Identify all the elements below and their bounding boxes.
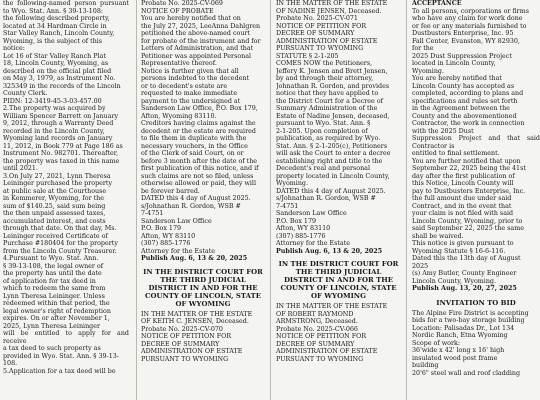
text-line: 7-4751 xyxy=(276,202,299,210)
text-line: Wyoming Statute § 16-6-116. xyxy=(412,247,506,255)
text-line: Lynn Theresa Leininger. Unless xyxy=(3,292,105,300)
text-line: NOTICE OF PETITION FOR xyxy=(276,22,367,30)
text-line: for the xyxy=(412,45,434,52)
text-line: recorded in the Lincoln County, xyxy=(3,127,105,135)
text-line: Wyoming, is the subject of this xyxy=(3,37,103,45)
text-line: COMES NOW the Petitioners, xyxy=(276,60,373,67)
text-line: accumulated interest, and costs xyxy=(3,217,106,225)
text-line: Dustbusters Enterprise, Inc. 95 xyxy=(412,30,514,37)
text-line: Probate No. 2025-CV-070 xyxy=(141,325,223,333)
text-line: NOTICE OF PROBATE xyxy=(141,7,214,15)
text-line: who have any claim for work done xyxy=(412,15,523,22)
text-line: Estate of Nadine Jensen, deceased, xyxy=(276,112,390,120)
text-line: Attorney for the Estate xyxy=(276,240,351,247)
text-line: STATUTE § 2-1-205 xyxy=(276,52,339,60)
text-line: 108. xyxy=(3,360,18,367)
text-line: You are further notified that upon xyxy=(412,157,521,165)
text-line: before 3 month after the date of the xyxy=(141,157,258,165)
text-line: in the Agreement between the xyxy=(412,105,510,112)
text-line: the property has until the date xyxy=(3,270,102,277)
court-heading: IN THE DISTRICT COURT FOR THE THIRD JUDICIAL DISTRICT IN AND FOR THE COUNTY OF LINCOLN, STATE OF WYOMING xyxy=(278,260,399,300)
text-line: a tax deed to such property as xyxy=(3,345,101,352)
keith-probate-column xyxy=(141,0,265,400)
text-line: 5.Application for a tax deed will be xyxy=(3,367,116,375)
text-line: Creditors having claims against the xyxy=(141,120,256,127)
column-rule xyxy=(270,0,271,400)
text-line: 2-1-205. Upon completion of xyxy=(276,127,368,135)
text-line: such claims are not so filed, unless xyxy=(141,172,254,180)
text-line: Dated this the 13th day of August xyxy=(412,255,521,262)
text-line: this Notice, Lincoln County will xyxy=(412,180,514,187)
acceptance-notice-body xyxy=(412,8,540,286)
text-line: bids for a two-bay storage building xyxy=(412,317,525,324)
text-line: the District Court for a Decree of xyxy=(276,97,383,105)
text-line: day after the first publication of xyxy=(412,172,515,180)
text-line: necessary vouchers, in the Office xyxy=(141,142,248,150)
text-line: DECREE OF SUMMARY xyxy=(276,340,355,348)
text-line: Letters of Administration, and that xyxy=(141,45,254,52)
text-line: requested to make immediate xyxy=(141,90,238,97)
text-line: Probate No. 2025-CV-066 xyxy=(276,325,358,333)
text-line: until 2021. xyxy=(3,165,38,172)
text-line: 18, Lincoln County, Wyoming, as xyxy=(3,60,109,67)
text-line: entitled to final settlement. xyxy=(412,150,500,157)
text-line: Stat. Ann. § 2-1-205(c), Petitioners xyxy=(276,142,388,150)
text-line: notice: xyxy=(3,45,25,52)
text-line: 7-4751 xyxy=(141,210,164,217)
text-line: Afton, WY 83110 xyxy=(141,232,196,240)
text-line: will be entitled to apply for and receive xyxy=(3,330,129,345)
text-line: or fee or any materials furnished to xyxy=(412,22,527,30)
text-line: first publication of this notice, and if xyxy=(141,165,259,172)
text-line: (s) Amy Butler, County Engineer xyxy=(412,270,517,277)
text-line: the July 27, 2025, LeeAnna Dahlgren xyxy=(141,22,261,30)
text-line: DECREE OF SUMMARY xyxy=(276,30,355,37)
text-line: Contract, and in the event that xyxy=(412,202,512,210)
text-line: County Clerk. xyxy=(3,90,48,97)
text-line: ADMINISTRATION OF ESTATE xyxy=(141,348,243,355)
text-line: of the Clerk of said Court, on or xyxy=(141,150,244,157)
text-line: P.O. Box 179 xyxy=(141,225,182,232)
text-line: 36'wide x 42' long x 16' high xyxy=(412,347,505,354)
text-line: P.O. Box 179 xyxy=(276,217,317,225)
court-heading: IN THE DISTRICT COURT FOR THE THIRD JUDICIAL DISTRICT IN AND FOR THE COUNTY OF LINCOLN, STATE OF WYOMING xyxy=(143,267,263,308)
text-line: Location: Palisadas Dr., Lot 134 xyxy=(412,324,515,332)
text-line: ADMINISTRATION OF ESTATE xyxy=(276,37,378,45)
text-line: property located in Lincoln County, xyxy=(276,172,390,180)
text-line: NOTICE OF PETITION FOR xyxy=(276,333,367,340)
text-line: or to decedent's estate are xyxy=(141,82,228,90)
text-line: Jeffery K. Jensen and Brett Jensen, xyxy=(276,67,388,75)
tax-deed-notice-body xyxy=(3,15,129,375)
text-line: your claim is not filed with said xyxy=(412,210,514,217)
text-line: by and through their attorney, xyxy=(276,75,374,82)
invitation-to-bid-heading: INVITATION TO BID xyxy=(436,298,516,307)
text-line: redeemed within that period, the xyxy=(3,300,110,307)
text-line: provided in Wyo. Stat. Ann. § 39-13- xyxy=(3,352,119,360)
text-line: PURSUANT TO WYOMING xyxy=(141,355,229,363)
text-line: 11, 2012, in Book 779 at Page 186 as xyxy=(3,142,123,150)
tax-deed-notice-column xyxy=(0,0,131,400)
text-line: ADMINISTRATION OF ESTATE xyxy=(276,348,378,355)
text-line: DATED this 4 day of August 2025. xyxy=(276,187,386,195)
text-line: Wyoming. xyxy=(412,67,444,75)
text-line: of application for tax deed in xyxy=(3,277,96,285)
text-line: otherwise allowed or paid, they will xyxy=(141,180,256,187)
text-line: the following described property, xyxy=(3,15,110,22)
top-line: the following-named person pursuant to Wyo. Stat. Ann. § 39-13-108: xyxy=(3,0,129,15)
text-line: be forever barred. xyxy=(141,187,200,195)
text-line: Nordic Ranch, Etna Wyoming xyxy=(412,332,508,339)
text-line: Contractor, the work in connection xyxy=(412,120,525,127)
text-line: Attorney for the Estate xyxy=(141,247,216,255)
text-line: PURSUANT TO WYOMING xyxy=(276,45,364,52)
text-line: at public sale at the Courthouse xyxy=(3,187,107,195)
acceptance-and-bid-column xyxy=(412,0,540,400)
text-line: to file them in duplicate with the xyxy=(141,135,247,142)
text-line: located in Lincoln County, xyxy=(412,60,496,67)
text-line: (307) 885-1776 xyxy=(141,240,191,247)
text-line: § 39-13-108, the legal owner of xyxy=(3,262,104,270)
text-line: 20'6" steel wall and roof cladding xyxy=(412,369,521,377)
text-line: Instrument No. 982701. Thereafter, xyxy=(3,150,119,157)
text-line: described on the official plat filed xyxy=(3,67,112,75)
text-line: 325349 in the records of the Lincoln xyxy=(3,82,121,90)
text-line: completed, according to plans and xyxy=(412,90,524,97)
text-line: County and the abovementioned xyxy=(412,112,517,120)
text-line: on May 3, 1979, as Instrument No. xyxy=(3,75,116,82)
text-line: with the 2025 Dust xyxy=(412,127,474,135)
text-line: Notice is further given that all xyxy=(141,67,239,75)
text-line: 3.On July 27, 2021, Lynn Theresa xyxy=(3,172,111,180)
text-line: Probate No. 2025-CV-071 xyxy=(276,15,358,22)
text-line: establishing right and title to the xyxy=(276,157,383,165)
text-line: PURSUANT TO WYOMING xyxy=(276,355,364,363)
text-line: Purchase #180404 for the property xyxy=(3,240,118,247)
text-line: Afton, Wyoming 83110. xyxy=(141,112,217,120)
text-line: sum of $140.25, said sum being xyxy=(3,202,106,210)
text-line: decedent or the estate are required xyxy=(141,127,256,135)
text-line: Lot 16 of Star Valley Ranch Plat xyxy=(3,52,106,60)
text-line: IN THE MATTER OF THE ESTATE xyxy=(276,0,388,7)
text-line: ARMSTRONG, Deceased. xyxy=(276,318,358,325)
text-line: You are hereby notified that xyxy=(412,75,502,82)
text-line: which to redeem the same from xyxy=(3,285,106,292)
text-line: Star Valley Ranch, Lincoln County, xyxy=(3,30,115,37)
text-line: 2025 Dust Suppression Project xyxy=(412,52,512,60)
text-line: through that date. On that day, Ms. xyxy=(3,225,117,232)
text-line: in Kemmerer, Wyoming, for the xyxy=(3,195,105,202)
text-line: Summary Administration of the xyxy=(276,105,378,112)
text-line: Decedent's real and personal xyxy=(276,165,370,172)
text-line: Lincoln County has accepted as xyxy=(412,82,515,90)
text-line: persons indebted to the decedent xyxy=(141,75,250,82)
text-line: s/Johnathan R. Gordon, WSB # xyxy=(276,195,376,202)
text-line: 2025, Lynn Theresa Leininger xyxy=(3,322,101,330)
text-line: September 22, 2025 being the 41st xyxy=(412,165,526,172)
text-line: DECREE OF SUMMARY xyxy=(141,340,220,348)
text-line: pay to Dustbusters Enterprise, Inc. xyxy=(412,187,526,195)
text-line: To all persons, corporations or firms xyxy=(412,7,529,15)
text-line: said September 22, 2025 the same xyxy=(412,225,524,232)
text-line: DATED this 4 day of August 2025. xyxy=(141,195,251,202)
column-rule xyxy=(136,0,137,400)
text-line: Sanderson Law Office xyxy=(276,210,347,217)
text-line: Leininger purchased the property xyxy=(3,180,113,187)
text-line: Lincoln County, Wyoming. xyxy=(412,277,496,285)
text-line: Probate No. 2025-CV-069 xyxy=(141,0,223,7)
publish-dates: Publish Aug. 6, 13 & 20, 2025 xyxy=(141,255,248,262)
text-line: 2.The property was acquired by xyxy=(3,105,106,112)
text-line: shall be waived. xyxy=(412,232,464,240)
text-line: Wyoming. xyxy=(276,180,308,187)
text-line: This notice is given pursuant to xyxy=(412,240,514,247)
publish-dates: Publish Aug. 6, 13 & 20, 2025 xyxy=(276,247,383,255)
text-line: specifications and rules set forth xyxy=(412,97,518,105)
text-line: (307) 885-1776 xyxy=(276,232,326,240)
column-rule xyxy=(406,0,407,400)
text-line: IN THE MATTER OF THE ESTATE xyxy=(276,303,388,310)
text-line: expires. On or after November 1, xyxy=(3,315,110,322)
text-line: Sanderson Law Office xyxy=(141,217,212,225)
text-line: Fall Center, Evanston, WY 82930, xyxy=(412,37,520,45)
text-line: The Alpine Fire District is accepting xyxy=(412,309,529,317)
probate-notice-body xyxy=(141,0,265,255)
text-line: OF NADINE JENSEN, Deceased. xyxy=(276,7,382,15)
estate-notice-body xyxy=(276,303,401,363)
text-line: pursuant to Wyo. Stat. Ann. § xyxy=(276,120,371,127)
text-line: Afton, WY 83110 xyxy=(276,225,331,232)
text-line: Leininger received Certificate of xyxy=(3,232,108,240)
text-line: Representative thereof. xyxy=(141,60,217,67)
text-line: petitioned the above-named court xyxy=(141,30,251,37)
text-line: the property was taxed in this name xyxy=(3,157,120,165)
text-line: OF ROBERT RAYMOND xyxy=(276,310,354,318)
text-line: OF KEITH C. JENSEN, Deceased. xyxy=(141,318,249,325)
text-line: legal owner's right of redemption xyxy=(3,307,111,315)
text-line: 2025 xyxy=(412,262,429,270)
text-line: You are hereby notified that on xyxy=(141,15,241,22)
invitation-to-bid-body xyxy=(412,310,540,378)
text-line: Scope of work: xyxy=(412,339,460,347)
text-line: for probate of the instrument and for xyxy=(141,37,261,45)
text-line: located at 34 Hardman Circle in xyxy=(3,22,107,30)
publish-dates: Publish Aug. 13, 20, 27, 2025 xyxy=(412,285,517,292)
text-line: building xyxy=(412,362,439,369)
text-line: payment to the undersigned at xyxy=(141,97,241,105)
text-line: Lincoln County, Wyoming, prior to xyxy=(412,217,523,225)
text-line: notice that they have applied to xyxy=(276,90,379,97)
acceptance-heading: ACCEPTANCE xyxy=(412,0,462,7)
text-line: Petitioner was appointed Personal xyxy=(141,52,252,60)
text-line: s/Johnathan R. Gordon, WSB # xyxy=(141,202,241,210)
text-line: Sanderson Law Office, P.O. Box 179, xyxy=(141,105,258,112)
text-line: insulated wood post frame xyxy=(412,354,498,362)
text-line: Johnathan R. Gordon, and provides xyxy=(276,82,390,90)
text-line: 4.Pursuant to Wyo. Stat. Ann. xyxy=(3,255,99,262)
text-line: William Spencer Barrett on January xyxy=(3,112,119,120)
text-line: 9, 2012, through a Warranty Deed xyxy=(3,120,114,127)
estate-notice-body xyxy=(141,311,265,364)
estate-notice-body xyxy=(276,0,401,248)
text-line: publication, as required by Wyo. xyxy=(276,135,381,142)
text-line: Wyoming land records on January xyxy=(3,135,113,142)
text-line: IN THE MATTER OF THE ESTATE xyxy=(141,310,253,318)
text-line: the then unpaid assessed taxes, xyxy=(3,210,106,217)
text-line: Suppression Project and that said Contractor is xyxy=(412,135,540,150)
text-line: the full amount due under said xyxy=(412,195,512,202)
text-line: NOTICE OF PETITION FOR xyxy=(141,333,232,340)
text-line: will ask the Court to enter a decree xyxy=(276,150,391,157)
nadine-estate-column xyxy=(276,0,401,400)
text-line: from the Lincoln County Treasurer. xyxy=(3,247,117,255)
text-line: PIDN: 12-3419-45-3-03-457.00 xyxy=(3,97,102,105)
